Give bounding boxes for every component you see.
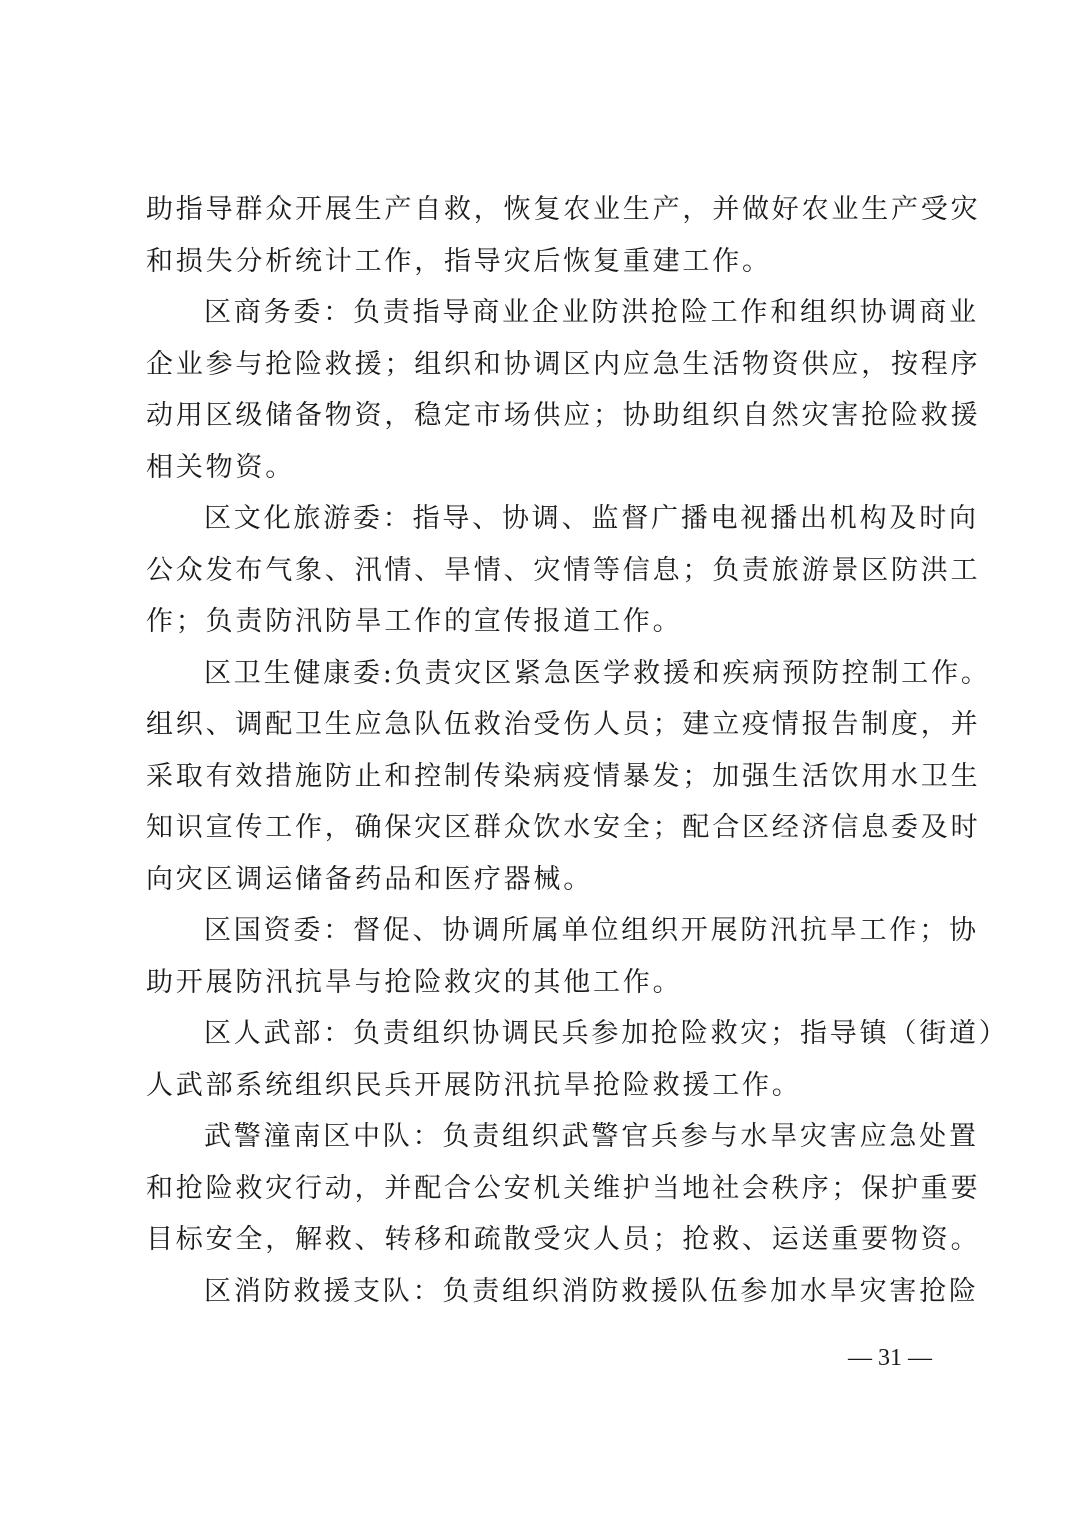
text-line: 助指导群众开展生产自救，恢复农业生产，并做好农业生产受灾 xyxy=(146,194,981,225)
text-line: 向灾区调运储备药品和医疗器械。 xyxy=(146,863,593,895)
text-line: 人武部系统组织民兵开展防汛抗旱抢险救援工作。 xyxy=(146,1069,802,1101)
text-line: 相关物资。 xyxy=(146,451,295,483)
paragraph-start-line: 武警潼南区中队：负责组织武警官兵参与水旱灾害应急处置 xyxy=(204,1121,979,1152)
text-line: 作；负责防汛防旱工作的宣传报道工作。 xyxy=(146,606,683,637)
paragraph-start-line: 区卫生健康委:负责灾区紧急医学救援和疾病预防控制工作。 xyxy=(204,657,991,689)
text-line: 助开展防汛抗旱与抢险救灾的其他工作。 xyxy=(146,966,683,998)
text-line: 企业参与抢险救援；组织和协调区内应急生活物资供应，按程序 xyxy=(146,348,981,380)
page-number: — 31 — xyxy=(848,1345,932,1371)
text-line: 和损失分析统计工作，指导灾后恢复重建工作。 xyxy=(146,245,772,277)
text-line: 组织、调配卫生应急队伍救治受伤人员；建立疫情报告制度，并 xyxy=(146,709,981,740)
text-line: 公众发布气象、汛情、旱情、灾情等信息；负责旅游景区防洪工 xyxy=(146,554,981,586)
paragraph-start-line: 区文化旅游委：指导、协调、监督广播电视播出机构及时向 xyxy=(204,503,979,534)
paragraph-start-line: 区国资委：督促、协调所属单位组织开展防汛抗旱工作；协 xyxy=(204,915,979,946)
text-line: 采取有效措施防止和控制传染病疫情暴发；加强生活饮用水卫生 xyxy=(146,760,981,792)
paragraph-start-line: 区人武部：负责组织协调民兵参加抢险救灾；指导镇（街道） xyxy=(204,1018,1009,1049)
paragraph-start-line: 区消防救援支队：负责组织消防救援队伍参加水旱灾害抢险 xyxy=(204,1275,979,1307)
text-line: 知识宣传工作，确保灾区群众饮水安全；配合区经济信息委及时 xyxy=(146,812,981,843)
text-line: 目标安全，解救、转移和疏散受灾人员；抢救、运送重要物资。 xyxy=(146,1224,981,1255)
text-line: 动用区级储备物资，稳定市场供应；协助组织自然灾害抢险救援 xyxy=(146,400,981,431)
paragraph-start-line: 区商务委：负责指导商业企业防洪抢险工作和组织协调商业 xyxy=(204,297,979,328)
text-line: 和抢险救灾行动，并配合公安机关维护当地社会秩序；保护重要 xyxy=(146,1172,981,1204)
body-text xyxy=(146,184,1009,1317)
